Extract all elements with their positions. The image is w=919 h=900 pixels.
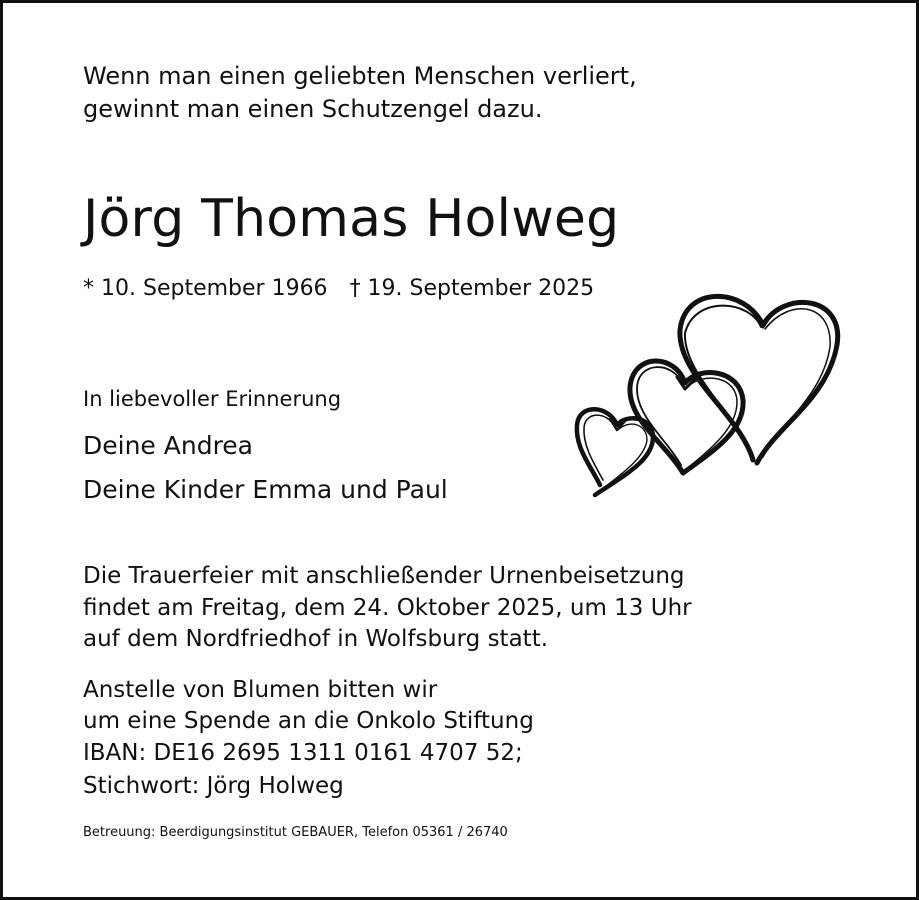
mourner-partner: Deine Andrea: [83, 431, 253, 460]
three-hearts-icon: [565, 285, 850, 500]
small-heart-icon: [577, 409, 653, 495]
mourner-children: Deine Kinder Emma und Paul: [83, 475, 448, 504]
quote-line-2: gewinnt man einen Schutzengel dazu.: [83, 95, 543, 123]
life-dates: [83, 274, 594, 304]
death-date: † 19. September 2025: [349, 276, 595, 301]
birth-date: * 10. September 1966: [83, 276, 328, 301]
ceremony-line-1: Die Trauerfeier mit anschließender Urnenbeisetzung: [83, 563, 685, 589]
large-heart-icon: [680, 296, 838, 463]
memory-intro: In liebevoller Erinnerung: [83, 387, 342, 411]
deceased-name: Jörg Thomas Holweg: [83, 189, 620, 249]
quote-line-1: Wenn man einen geliebten Menschen verliert,: [83, 62, 637, 90]
donation-keyword: Stichwort: Jörg Holweg: [83, 773, 344, 799]
donation-line-2: um eine Spende an die Onkolo Stiftung: [83, 708, 534, 734]
funeral-home-contact: Betreuung: Beerdigungsinstitut GEBAUER, Telefon 05361 / 26740: [83, 825, 508, 840]
donation-iban: IBAN: DE16 2695 1311 0161 4707 52;: [83, 740, 523, 766]
ceremony-line-2: findet am Freitag, dem 24. Oktober 2025, um 13 Uhr: [83, 595, 692, 621]
ceremony-line-3: auf dem Nordfriedhof in Wolfsburg statt.: [83, 626, 549, 652]
donation-line-1: Anstelle von Blumen bitten wir: [83, 677, 438, 703]
